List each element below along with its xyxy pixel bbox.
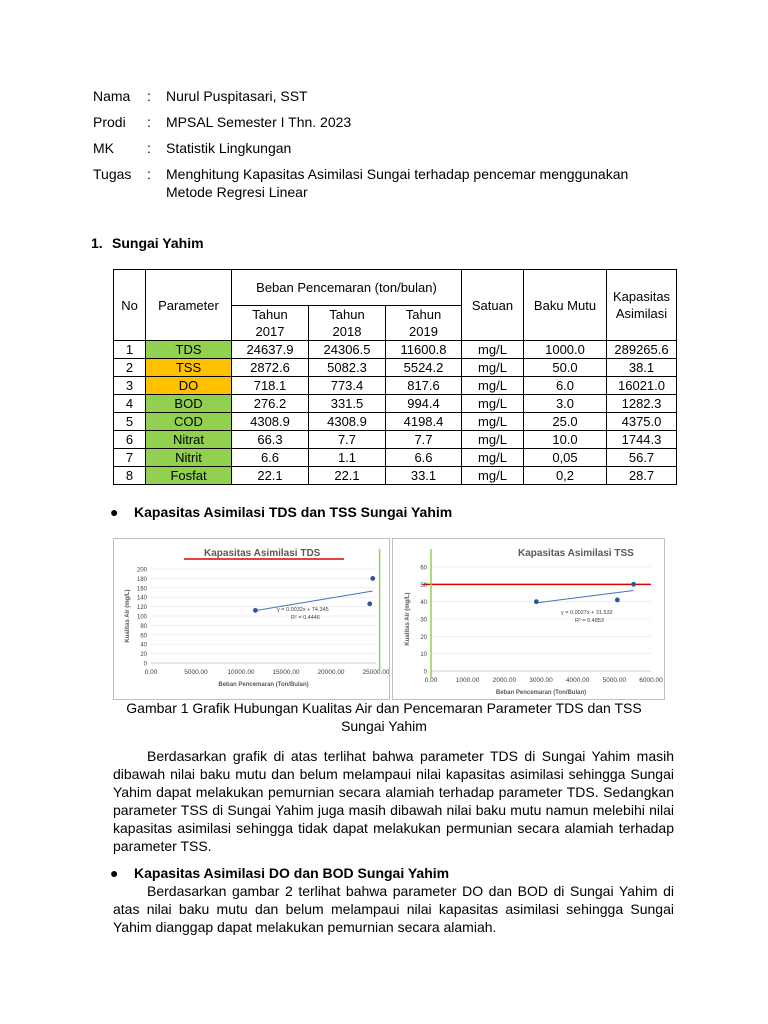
param-cell: Nitrat <box>146 431 232 449</box>
tugas-label: Tugas <box>93 166 132 182</box>
y-tick-label: 30 <box>420 617 427 624</box>
y-tick-label: 0 <box>143 661 147 668</box>
chart-tds <box>113 538 390 700</box>
trendline-equation: y = 0.0032x + 74.345 <box>277 607 329 613</box>
y-tick-label: 160 <box>136 586 147 593</box>
chart-tss-svg <box>393 539 664 699</box>
y-tick-label: 180 <box>136 576 147 583</box>
y-tick-label: 50 <box>420 582 427 589</box>
y-tick-label: 140 <box>136 595 147 602</box>
header-year-2018: Tahun 2018 <box>309 306 386 341</box>
y-tick-label: 20 <box>420 634 427 641</box>
caption-line1: Gambar 1 Grafik Hubungan Kualitas Air dan Pencemaran Parameter TDS dan TSS <box>126 700 642 716</box>
x-tick-label: 25000.00 <box>362 669 389 676</box>
mk-value: Statistik Lingkungan <box>166 140 292 156</box>
header-year-2019: Tahun 2019 <box>386 306 462 341</box>
table-header-row <box>114 270 677 306</box>
x-tick-label: 4000.00 <box>565 677 590 684</box>
param-cell: DO <box>146 377 232 395</box>
chart-title: Kapasitas Asimilasi TDS <box>204 548 321 559</box>
chart-tss <box>392 538 665 700</box>
mk-label: MK <box>93 140 114 156</box>
figure-caption <box>113 699 655 735</box>
x-tick-label: 3000.00 <box>529 677 553 684</box>
header-satuan: Satuan <box>462 270 524 341</box>
caption-line2: Sungai Yahim <box>341 718 427 734</box>
bullet-icon: ● <box>110 504 119 520</box>
bullet-text: Kapasitas Asimilasi DO dan BOD Sungai Yahim <box>134 865 450 881</box>
table-row: 3 DO 718.1 773.4 817.6 mg/L 6.0 16021.0 <box>114 377 677 395</box>
x-tick-label: 5000.00 <box>184 669 208 676</box>
trendline-equation: y = 0.0027x + 31.532 <box>561 610 613 616</box>
y-axis-title: Kualitas Air (mg/L) <box>405 592 411 646</box>
data-point <box>631 582 636 587</box>
data-point <box>367 601 372 606</box>
header-beban: Beban Pencemaran (ton/bulan) <box>232 270 462 306</box>
param-cell: BOD <box>146 395 232 413</box>
x-tick-label: 0.00 <box>424 677 438 684</box>
trendline-r2: R² = 0.4446 <box>291 615 320 621</box>
x-tick-label: 1000.00 <box>455 677 480 684</box>
header-year-2017: Tahun 2017 <box>232 306 309 341</box>
paragraph-2 <box>113 882 674 936</box>
tugas-value-line2: Metode Regresi Linear <box>166 184 308 200</box>
y-tick-label: 20 <box>140 652 147 659</box>
param-cell: TSS <box>146 359 232 377</box>
section-title-text: Sungai Yahim <box>112 235 204 251</box>
x-tick-label: 10000.00 <box>227 669 255 676</box>
colon: : <box>147 114 151 130</box>
y-tick-label: 120 <box>136 605 147 612</box>
param-cell: TDS <box>146 341 232 359</box>
y-tick-label: 40 <box>420 600 427 607</box>
chart-title: Kapasitas Asimilasi TSS <box>518 548 634 559</box>
data-point <box>615 598 620 603</box>
paragraph-1 <box>113 747 674 855</box>
parameter-table <box>113 269 677 485</box>
y-tick-label: 60 <box>140 633 147 640</box>
colon: : <box>147 140 151 156</box>
x-tick-label: 15000.00 <box>272 669 300 676</box>
x-tick-label: 2000.00 <box>492 677 517 684</box>
bullet-heading-do-bod <box>110 865 449 881</box>
trendline-r2: R² = 0.4853 <box>575 618 604 624</box>
bullet-heading-tds-tss <box>110 504 452 520</box>
y-axis-title: Kualitas Air (mg/L) <box>125 589 131 643</box>
data-point <box>253 608 258 613</box>
header-parameter: Parameter <box>146 270 232 341</box>
chart-tds-svg <box>114 539 389 699</box>
y-tick-label: 60 <box>420 565 427 572</box>
x-tick-label: 5000.00 <box>602 677 627 684</box>
param-cell: COD <box>146 413 232 431</box>
nama-label: Nama <box>93 88 131 104</box>
data-point <box>534 599 539 604</box>
y-tick-label: 80 <box>140 623 147 630</box>
x-axis-title: Beban Pencemaran (Ton/Bulan) <box>495 690 587 696</box>
table-row: 7 Nitrit 6.6 1.1 6.6 mg/L 0,05 56.7 <box>114 449 677 467</box>
table-row: 1 TDS 24637.9 24306.5 11600.8 mg/L 1000.0 289265.6 <box>114 341 677 359</box>
colon: : <box>147 166 151 182</box>
table-row: 8 Fosfat 22.1 22.1 33.1 mg/L 0,2 28.7 <box>114 467 677 485</box>
nama-value: Nurul Puspitasari, SST <box>166 88 308 104</box>
y-tick-label: 100 <box>136 614 147 621</box>
param-cell: Nitrit <box>146 449 232 467</box>
prodi-label: Prodi <box>93 114 126 130</box>
paragraph-2-text: Berdasarkan gambar 2 terlihat bahwa parameter DO dan BOD di Sungai Yahim di atas nilai baku mutu dan belum melampaui nilai kapasitas asimilasi sehingga Sungai Yahim dianggap dapat melakukan pemurnian secara alamiah. <box>113 883 674 935</box>
table-row: 6 Nitrat 66.3 7.7 7.7 mg/L 10.0 1744.3 <box>114 431 677 449</box>
x-tick-label: 6000.00 <box>639 677 663 684</box>
bullet-text: Kapasitas Asimilasi TDS dan TSS Sungai Yahim <box>134 504 453 520</box>
prodi-value: MPSAL Semester I Thn. 2023 <box>166 114 352 130</box>
header-kapasitas: Kapasitas Asimilasi <box>607 270 677 341</box>
y-tick-label: 40 <box>140 642 147 649</box>
param-cell: Fosfat <box>146 467 232 485</box>
header-no: No <box>114 270 146 341</box>
paragraph-1-text: Berdasarkan grafik di atas terlihat bahwa parameter TDS di Sungai Yahim masih dibawah nilai baku mutu dan belum melampaui nilai kapasitas asimilasi sehingga Sungai Yahim dapat melakukan pemurnian secara alamiah terhadap parameter TDS. Sedangkan parameter TSS di Sungai Yahim juga masih dibawah nilai baku mutu namun melebihi nilai kapasitas asimilasi sehingga tidak dapat melakukan permunian secara alamiah terhadap parameter TSS. <box>113 748 674 854</box>
table-row: 2 TSS 2872.6 5082.3 5524.2 mg/L 50.0 38.1 <box>114 359 677 377</box>
x-axis-title: Beban Pencemaran (Ton/Bulan) <box>218 682 309 688</box>
table-row: 5 COD 4308.9 4308.9 4198.4 mg/L 25.0 4375.0 <box>114 413 677 431</box>
y-tick-label: 10 <box>420 652 427 659</box>
table-row: 4 BOD 276.2 331.5 994.4 mg/L 3.0 1282.3 <box>114 395 677 413</box>
section-title <box>91 235 204 251</box>
colon: : <box>147 88 151 104</box>
tugas-value-line1: Menghitung Kapasitas Asimilasi Sungai terhadap pencemar menggunakan <box>166 166 629 182</box>
bullet-icon: ● <box>110 865 119 881</box>
header-baku-mutu: Baku Mutu <box>524 270 607 341</box>
y-tick-label: 200 <box>136 567 147 574</box>
x-tick-label: 20000.00 <box>317 669 345 676</box>
section-number: 1. <box>91 235 103 251</box>
x-tick-label: 0.00 <box>144 669 158 676</box>
y-tick-label: 0 <box>423 669 427 676</box>
data-point <box>370 576 375 581</box>
